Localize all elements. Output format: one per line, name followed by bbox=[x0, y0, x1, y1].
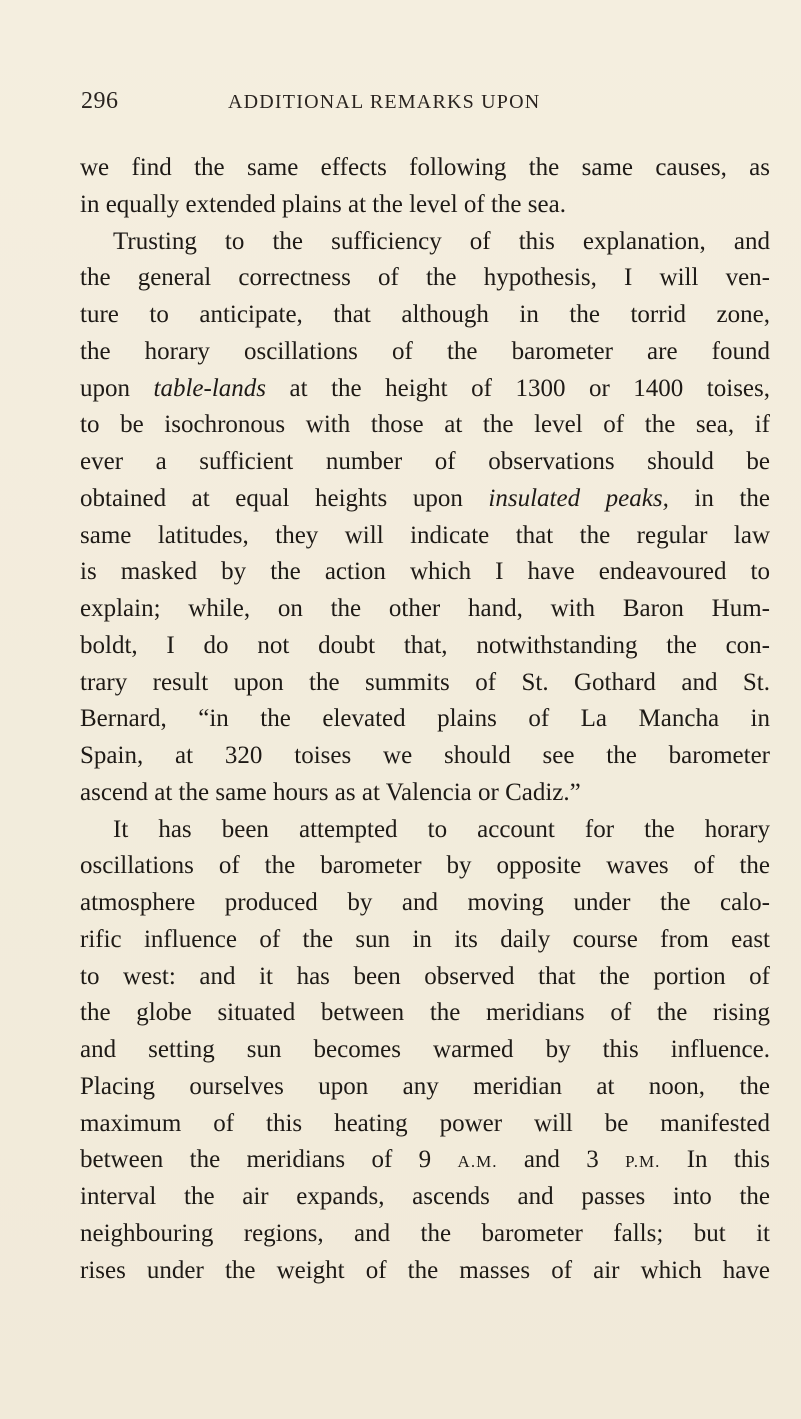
body-text bbox=[80, 150, 770, 1289]
text-line: we find the same effects following the same causes, as bbox=[80, 154, 770, 181]
text-line: ture to anticipate, that although in the torrid zone, bbox=[80, 301, 770, 328]
text-line: rises under the weight of the masses of air which have bbox=[80, 1256, 770, 1284]
text-run: and 3 bbox=[497, 1146, 626, 1174]
text-line: the general correctness of the hypothesis, I will ven- bbox=[80, 264, 770, 292]
text-line bbox=[80, 1142, 770, 1179]
text-run: in the bbox=[668, 484, 770, 512]
text-line: atmosphere produced by and moving under the calo- bbox=[80, 889, 770, 916]
text-line: rific influence of the sun in its daily course from east bbox=[80, 925, 770, 953]
running-head bbox=[81, 88, 781, 118]
text-line: maximum of this heating power will be manifested bbox=[80, 1109, 770, 1137]
text-line: oscillations of the barometer by opposite waves of the bbox=[80, 852, 770, 880]
text-run: upon bbox=[80, 374, 154, 402]
italic-term-insulated-peaks: insulated peaks, bbox=[488, 484, 669, 512]
text-line: ever a sufficient number of observations should be bbox=[80, 448, 770, 475]
italic-term-table-lands: table-lands bbox=[153, 374, 267, 402]
text-run: In this bbox=[660, 1146, 770, 1174]
text-line: explain; while, on the other hand, with Baron Hum- bbox=[80, 595, 770, 622]
text-line: is masked by the action which I have endeavoured to bbox=[80, 558, 770, 586]
text-line: Bernard, “in the elevated plains of La Mancha in bbox=[80, 705, 770, 733]
small-caps-am: A.M. bbox=[457, 1152, 498, 1172]
paragraph-start-line: Trusting to the sufficiency of this explanation, and bbox=[113, 227, 770, 255]
text-line: to west: and it has been observed that the portion of bbox=[80, 962, 770, 990]
text-line: Placing ourselves upon any meridian at noon, the bbox=[80, 1072, 770, 1100]
text-line: Spain, at 320 toises we should see the barometer bbox=[80, 742, 770, 769]
text-line: to be isochronous with those at the level of the sea, if bbox=[80, 411, 770, 439]
text-line: trary result upon the summits of St. Gothard and St. bbox=[80, 668, 770, 696]
text-line: in equally extended plains at the level of the sea. bbox=[80, 190, 566, 218]
text-line bbox=[80, 371, 770, 408]
text-run: at the height of 1300 or 1400 toises, bbox=[266, 374, 771, 402]
text-line: boldt, I do not doubt that, notwithstanding the con- bbox=[80, 631, 770, 659]
paragraph-start-line: It has been attempted to account for the horary bbox=[113, 815, 770, 843]
text-line: the horary oscillations of the barometer are found bbox=[80, 337, 770, 365]
page-number: 296 bbox=[81, 88, 119, 114]
text-line: neighbouring regions, and the barometer falls; but it bbox=[80, 1219, 770, 1247]
small-caps-pm: P.M. bbox=[625, 1152, 661, 1172]
text-line: the globe situated between the meridians of the rising bbox=[80, 999, 770, 1027]
text-run: obtained at equal heights upon bbox=[80, 484, 489, 512]
text-line: interval the air expands, ascends and passes into the bbox=[80, 1183, 770, 1210]
text-line: and setting sun becomes warmed by this influence. bbox=[80, 1036, 770, 1063]
text-line: ascend at the same hours as at Valencia or Cadiz.” bbox=[80, 778, 581, 806]
text-run: between the meridians of 9 bbox=[80, 1146, 458, 1174]
text-line: same latitudes, they will indicate that the regular law bbox=[80, 521, 770, 549]
text-line bbox=[80, 481, 770, 518]
running-title: ADDITIONAL REMARKS UPON bbox=[228, 91, 541, 113]
